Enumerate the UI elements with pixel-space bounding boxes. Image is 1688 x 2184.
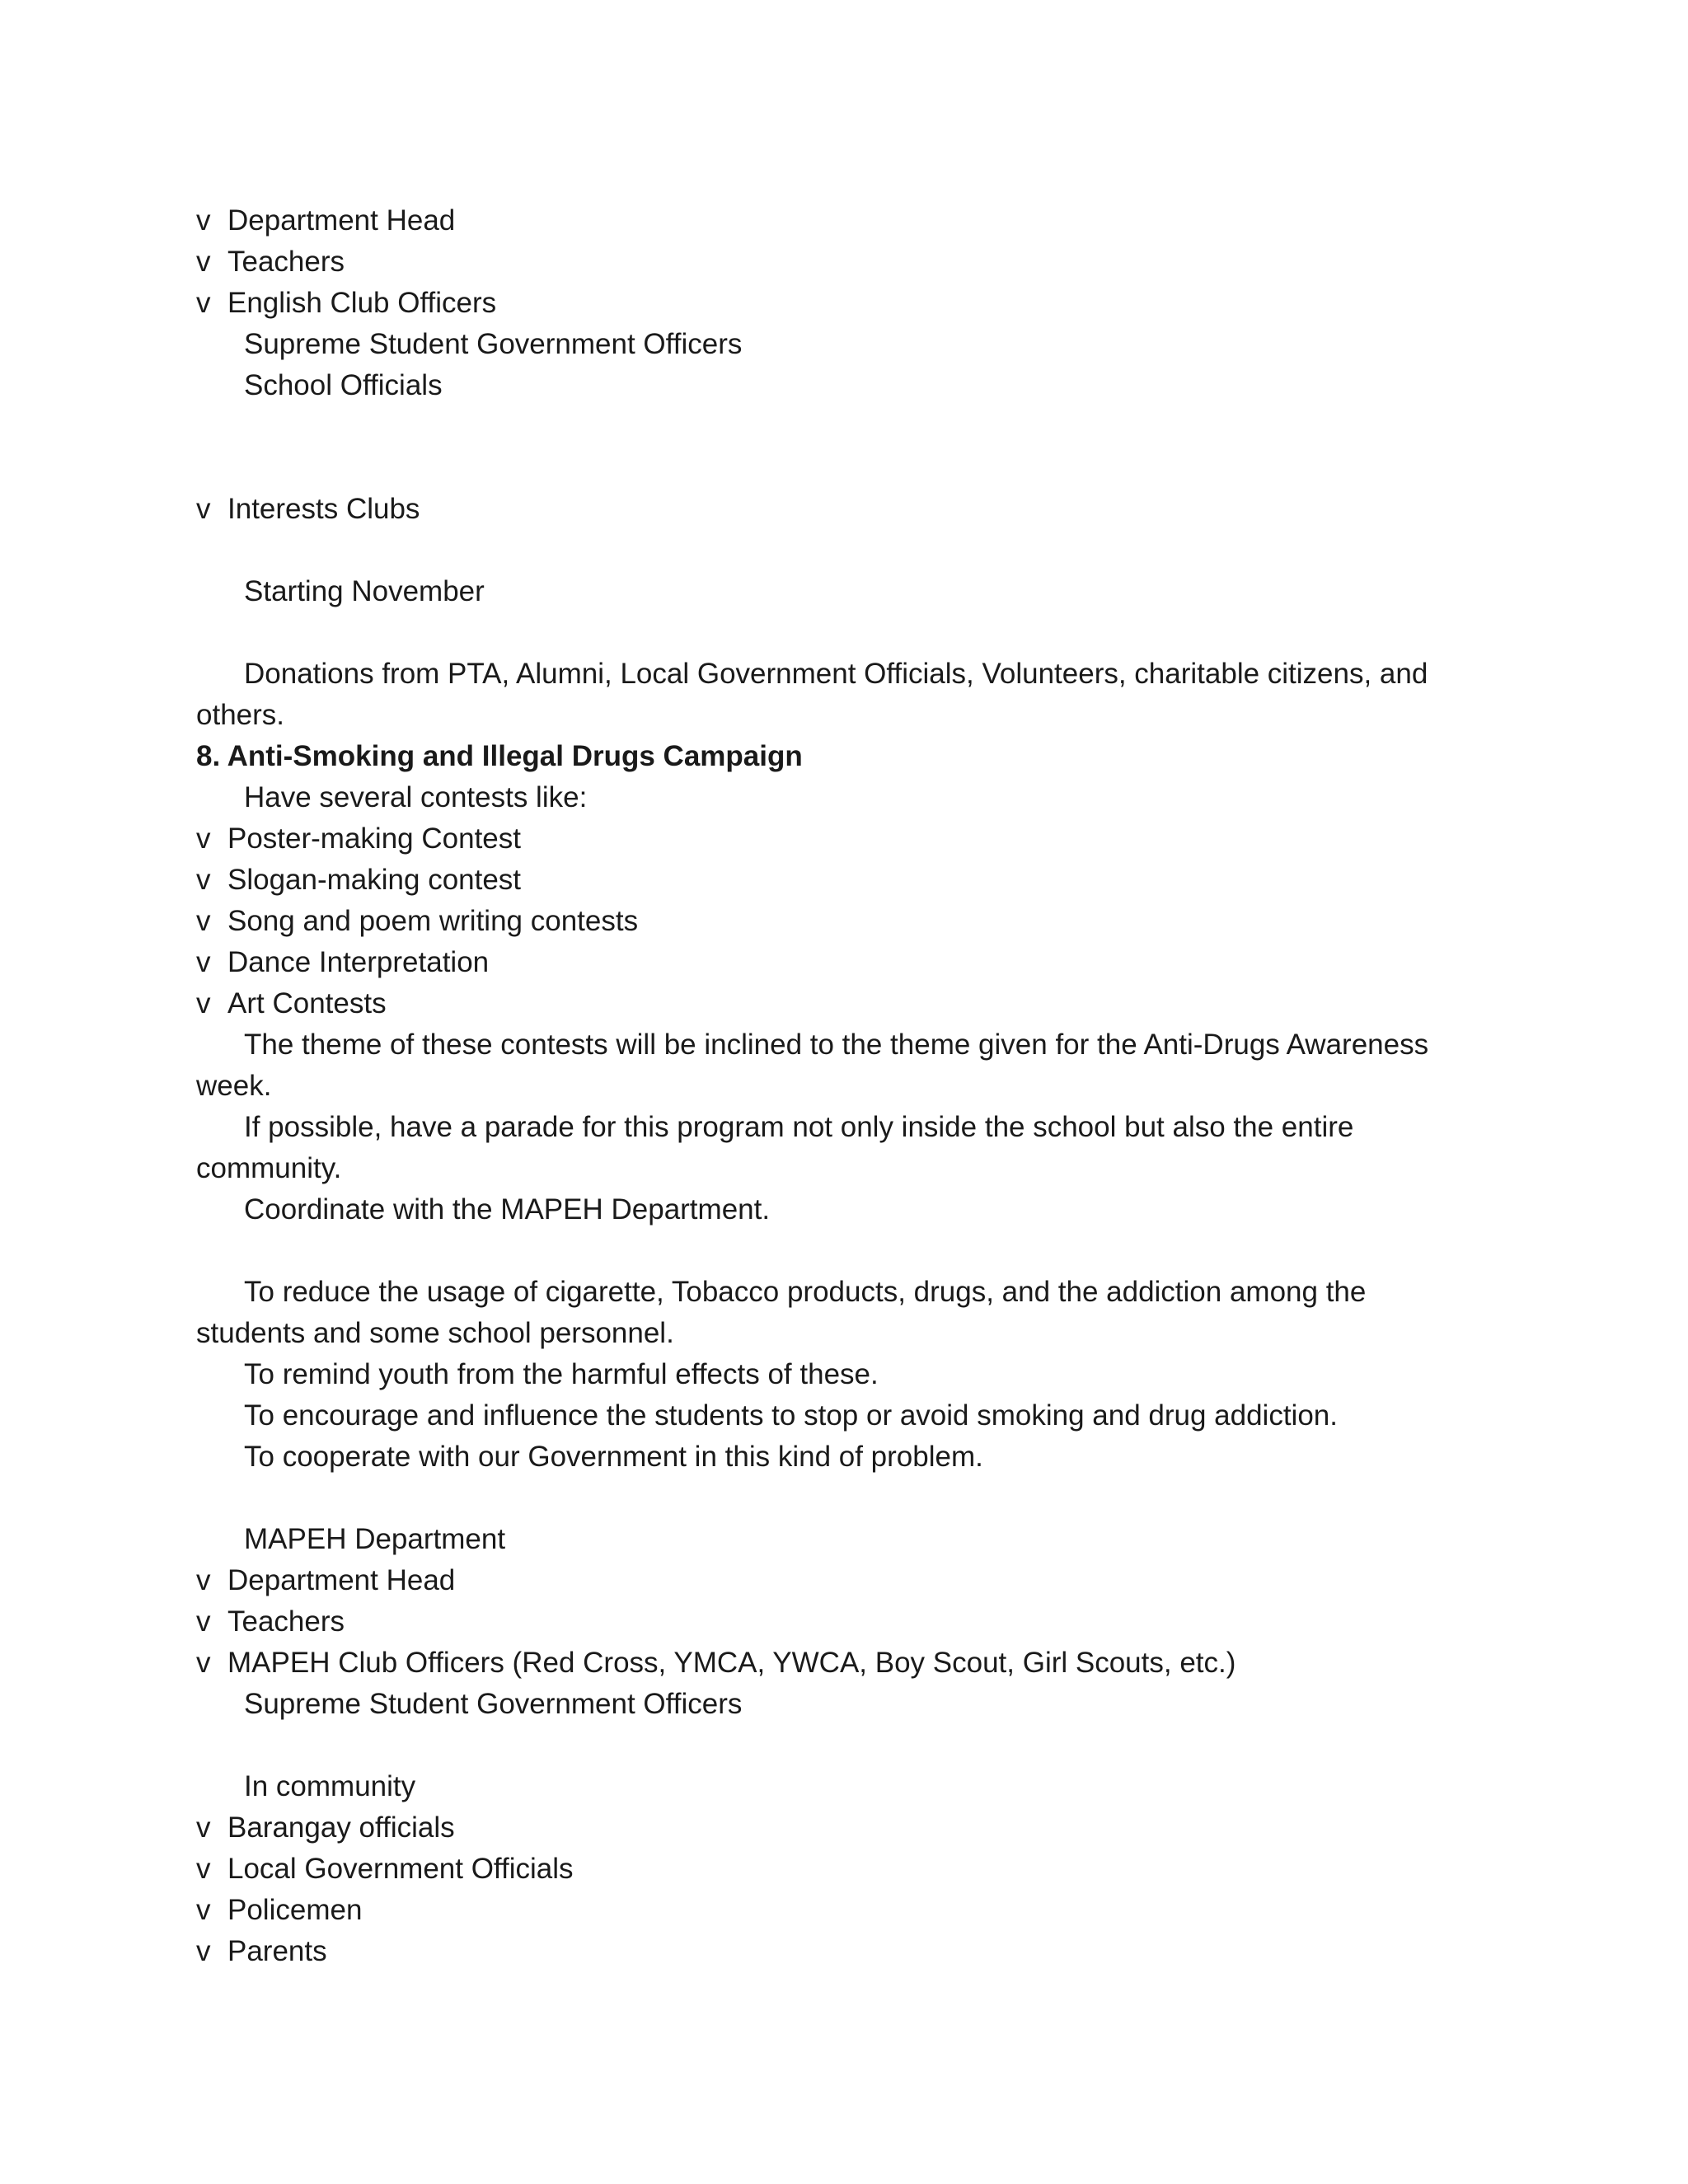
list-item [196,818,1482,860]
list-item-text: Policemen [227,1894,363,1926]
list-item-text: Slogan-making contest [227,864,522,896]
bullet-marker: v [196,1894,211,1926]
bullet-marker: v [196,823,211,855]
bullet-marker: v [196,287,211,319]
list-item [196,983,1482,1024]
list-item [196,901,1482,942]
note-line: Coordinate with the MAPEH Department. [244,1193,771,1226]
section-heading: 8. Anti-Smoking and Illegal Drugs Campaign [196,740,803,772]
list-item-text: Department Head [227,204,456,237]
list-item-text: Department Head [227,1564,456,1596]
bullet-marker: v [196,493,211,525]
note-paragraph: The theme of these contests will be inclined to the theme given for the Anti-Drugs Awareness week. [196,1029,1429,1102]
list-item-text: Local Government Officials [227,1853,574,1885]
list-item-text: Interests Clubs [227,493,420,525]
list-item [196,1849,1482,1890]
objective-line: To encourage and influence the students to stop or avoid smoking and drug addiction. [244,1399,1338,1432]
bullet-marker: v [196,987,211,1019]
indented-line: School Officials [244,369,443,401]
list-item [196,1643,1482,1684]
list-item [196,1807,1482,1849]
list-item [196,241,1482,283]
bullet-marker: v [196,1811,211,1844]
bullet-marker: v [196,864,211,896]
list-item-text: MAPEH Club Officers (Red Cross, YMCA, YWCA, Boy Scout, Girl Scouts, etc.) [227,1647,1236,1679]
group-label: In community [244,1770,416,1802]
group-label: MAPEH Department [244,1523,506,1555]
list-item [196,489,1482,530]
contests-intro: Have several contests like: [244,781,588,813]
list-item-text: Parents [227,1935,327,1967]
list-item-text: Poster-making Contest [227,823,521,855]
list-item [196,942,1482,983]
list-item [196,860,1482,901]
indented-line: Supreme Student Government Officers [244,1688,743,1720]
list-item-text: English Club Officers [227,287,497,319]
list-item-text: Barangay officials [227,1811,455,1844]
document-body [196,200,1482,1972]
schedule-line: Starting November [244,575,485,607]
bullet-marker: v [196,1605,211,1638]
objective-paragraph: To reduce the usage of cigarette, Tobacco products, drugs, and the addiction among the students and some school personnel. [196,1276,1367,1349]
list-item [196,1890,1482,1931]
list-item [196,1931,1482,1972]
list-item-text: Song and poem writing contests [227,905,639,937]
list-item-text: Teachers [227,1605,345,1638]
bullet-marker: v [196,1564,211,1596]
bullet-marker: v [196,246,211,278]
list-item [196,200,1482,241]
list-item-text: Teachers [227,246,345,278]
bullet-marker: v [196,946,211,978]
bullet-marker: v [196,204,211,237]
note-paragraph: If possible, have a parade for this program not only inside the school but also the entire community. [196,1111,1354,1184]
bullet-marker: v [196,905,211,937]
list-item-text: Dance Interpretation [227,946,490,978]
list-item [196,1560,1482,1601]
bullet-marker: v [196,1935,211,1967]
objective-line: To cooperate with our Government in this kind of problem. [244,1441,983,1473]
list-item [196,1601,1482,1643]
bullet-marker: v [196,1647,211,1679]
indented-line: Supreme Student Government Officers [244,328,743,360]
list-item-text: Art Contests [227,987,387,1019]
objective-line: To remind youth from the harmful effects of these. [244,1358,879,1390]
list-item [196,283,1482,324]
bullet-marker: v [196,1853,211,1885]
funding-paragraph: Donations from PTA, Alumni, Local Government Officials, Volunteers, charitable citizens, and others. [196,658,1428,731]
